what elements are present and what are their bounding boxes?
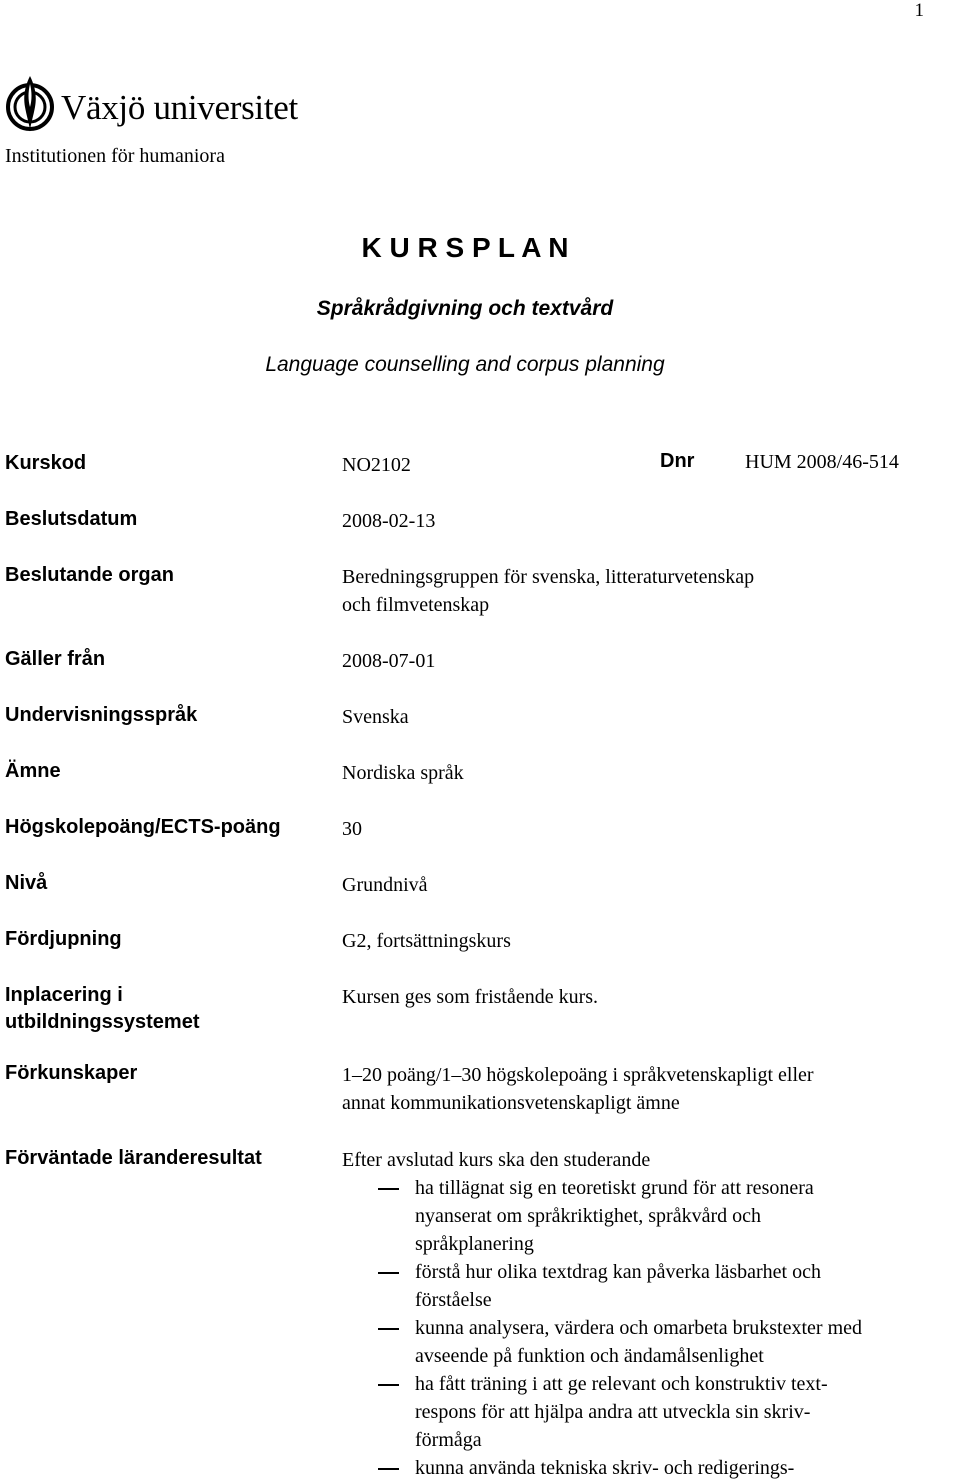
inplacering-value: Kursen ges som fristående kurs. [342,986,599,1008]
fordjupning-label: Fördjupning [5,928,122,950]
galler-fran-label: Gäller från [5,648,106,670]
undervisningssprak-value: Svenska [342,706,409,728]
list-item: förstå hur olika textdrag kan påverka läsbarhet och förståelse [342,1258,960,1314]
list-item: ha fått träning i att ge relevant och konstruktiv text- respons för att hjälpa andra att utveckla sin skriv- förmåga [342,1370,960,1454]
forkunskaper-label: Förkunskaper [5,1062,138,1084]
dash-bullet-icon [378,1188,399,1190]
kurskod-label: Kurskod [5,452,87,474]
learning-outcomes [342,1146,960,1482]
course-title-swedish: Språkrådgivning och textvård [316,297,614,320]
inplacering-label: Inplacering i utbildningssystemet [5,984,200,1033]
dnr-label: Dnr [660,450,695,472]
institution-name: Institutionen för humaniora [5,145,225,167]
list-item: ha tillägnat sig en teoretiskt grund för att resonera nyanserat om språkriktighet, språkvård och språkplanering [342,1174,960,1258]
fordjupning-value: G2, fortsättningskurs [342,930,511,952]
hogskolepoang-label: Högskolepoäng/ECTS-poäng [5,816,281,838]
document-title: K U R S P L A N [361,232,569,263]
dash-bullet-icon [378,1468,399,1470]
university-logo [5,74,298,134]
course-title-english: Language counselling and corpus planning [265,353,665,376]
beslutsdatum-label: Beslutsdatum [5,508,138,530]
dnr-value: HUM 2008/46-514 [745,451,899,473]
amne-value: Nordiska språk [342,762,464,784]
learning-outcomes-intro: Efter avslutad kurs ska den studerande [342,1149,651,1171]
galler-fran-value: 2008-07-01 [342,650,436,672]
niva-label: Nivå [5,872,48,894]
dash-bullet-icon [378,1328,399,1330]
page-number: 1 [914,0,924,21]
dash-bullet-icon [378,1272,399,1274]
university-name: Växjö universitet [61,88,298,127]
niva-value: Grundnivå [342,874,428,896]
dash-bullet-icon [378,1384,399,1386]
list-item: kunna analysera, värdera och omarbeta brukstexter med avseende på funktion och ändamålsenlighet [342,1314,960,1370]
undervisningssprak-label: Undervisningsspråk [5,704,198,726]
list-item: kunna använda tekniska skriv- och redigerings- [342,1454,960,1482]
forkunskaper-value: 1–20 poäng/1–30 högskolepoäng i språkvetenskapligt eller annat kommunikationsvetenskapligt ämne [342,1064,814,1114]
beslutande-organ-label: Beslutande organ [5,564,174,586]
university-emblem-icon [5,74,55,134]
beslutsdatum-value: 2008-02-13 [342,510,436,532]
kurskod-value: NO2102 [342,454,411,476]
forvantade-label: Förväntade läranderesultat [5,1147,262,1169]
hogskolepoang-value: 30 [342,818,362,840]
amne-label: Ämne [5,760,61,782]
beslutande-organ-value: Beredningsgruppen för svenska, litteraturvetenskap och filmvetenskap [342,566,755,616]
